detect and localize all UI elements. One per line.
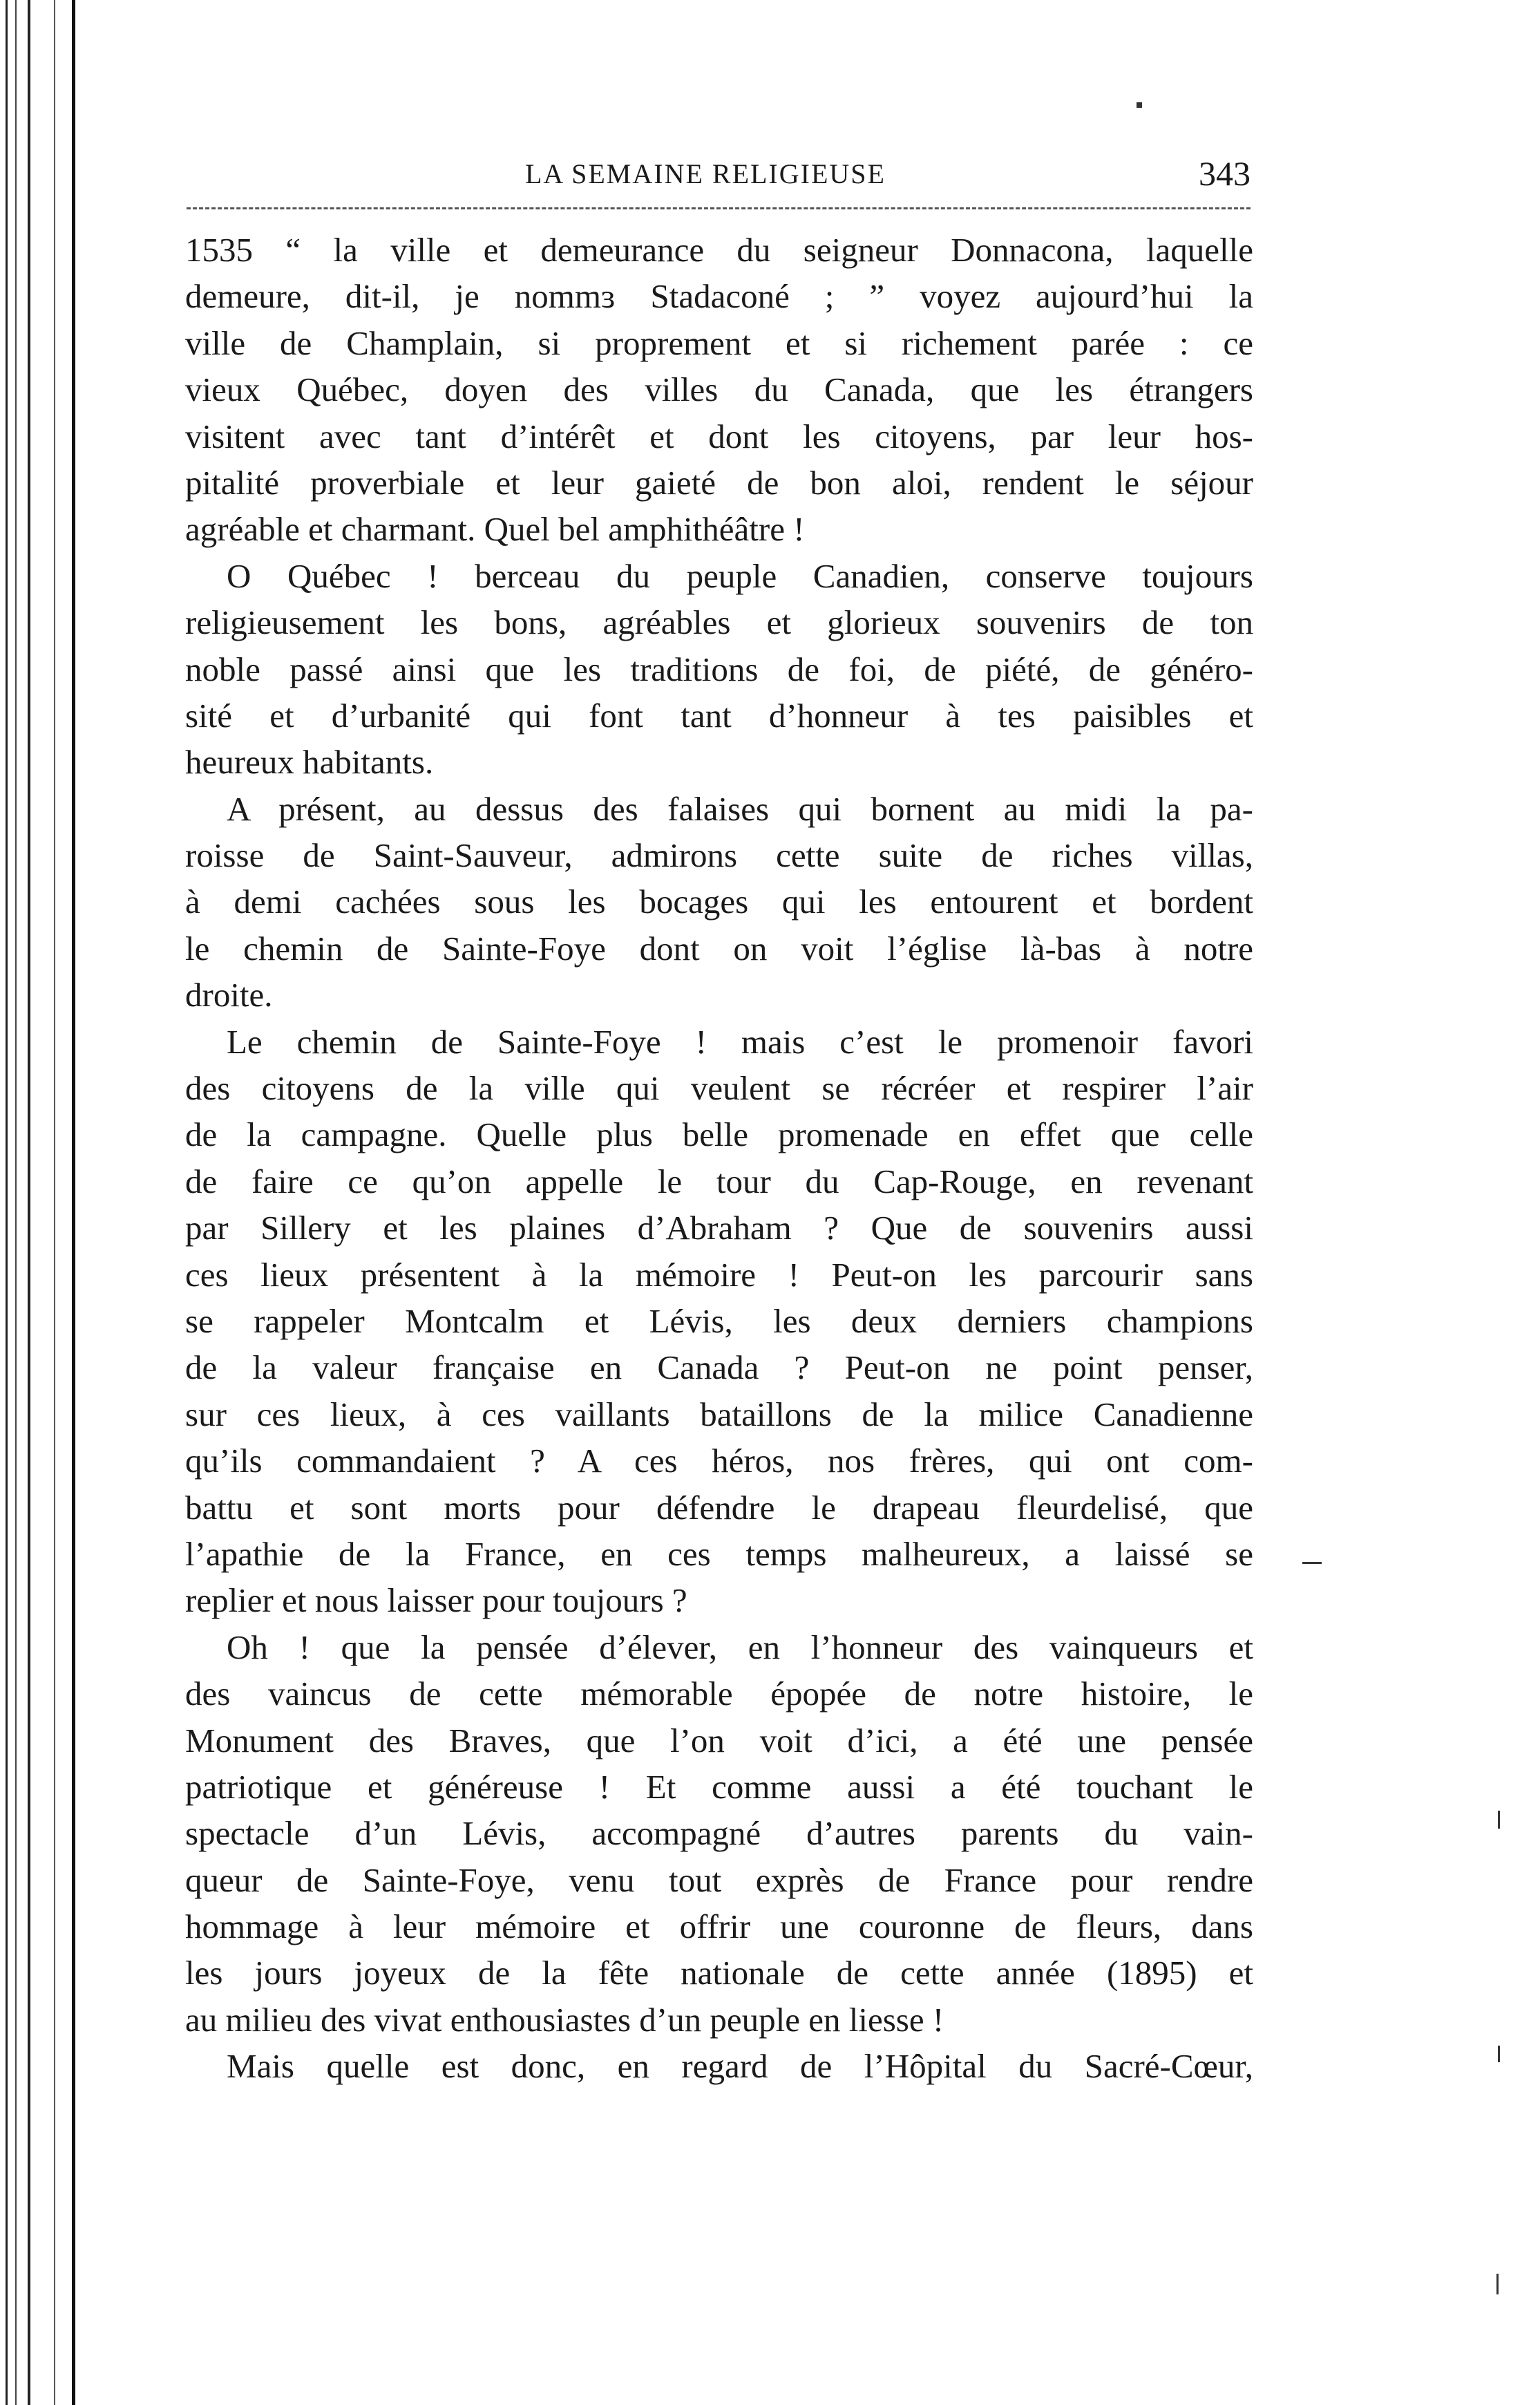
text-line: de la valeur française en Canada ? Peut-on ne point penser,	[185, 1348, 1253, 1387]
page-binding-edge	[0, 0, 97, 2405]
text-line: noble passé ainsi que les traditions de foi, de piété, de généro-	[185, 650, 1253, 688]
body-text	[185, 227, 1253, 2090]
text-line: Le chemin de Sainte-Foye ! mais c’est le promenoir favori	[227, 1022, 1253, 1061]
text-line: droite.	[185, 976, 273, 1015]
text-line: replier et nous laisser pour toujours ?	[185, 1581, 687, 1620]
text-line: roisse de Saint-Sauveur, admirons cette suite de riches villas,	[185, 836, 1253, 875]
text-line: Oh ! que la pensée d’élever, en l’honneur des vainqueurs et	[227, 1628, 1253, 1666]
text-line: le chemin de Sainte-Foye dont on voit l’église là-bas à notre	[185, 929, 1253, 968]
running-title: LA SEMAINE RELIGIEUSE	[525, 158, 886, 189]
margin-mark	[1498, 1811, 1500, 1829]
text-line: sité et d’urbanité qui font tant d’honneur à tes paisibles et	[185, 696, 1253, 735]
text-line: patriotique et généreuse ! Et comme aussi a été touchant le	[185, 1767, 1253, 1806]
margin-mark	[1137, 102, 1142, 108]
text-line: l’apathie de la France, en ces temps malheureux, a laissé se	[185, 1534, 1253, 1573]
text-line: ville de Champlain, si proprement et si richement parée : ce	[185, 323, 1253, 362]
text-line: pitalité proverbiale et leur gaieté de bon aloi, rendent le séjour	[185, 463, 1253, 502]
header-rule	[187, 207, 1251, 209]
text-line: Monument des Braves, que l’on voit d’ici, a été une pensée	[185, 1721, 1253, 1760]
margin-mark	[1496, 2274, 1499, 2294]
margin-mark	[1498, 2046, 1500, 2062]
text-line: des citoyens de la ville qui veulent se récréer et respirer l’air	[185, 1069, 1253, 1108]
text-line: 1535 “ la ville et demeurance du seigneur Donnacona, laquelle	[185, 231, 1253, 269]
text-line: au milieu des vivat enthousiastes d’un peuple en liesse !	[185, 2000, 944, 2039]
text-line: hommage à leur mémoire et offrir une couronne de fleurs, dans	[185, 1907, 1253, 1946]
text-line: ces lieux présentent à la mémoire ! Peut-on les parcourir sans	[185, 1255, 1253, 1294]
text-line: religieusement les bons, agréables et glorieux souvenirs de ton	[185, 603, 1253, 642]
text-line: heureux habitants.	[185, 743, 434, 782]
page-number: 343	[1199, 154, 1251, 193]
text-line: demeure, dit-il, je nommɜ Stadaconé ; ” voyez aujourd’hui la	[185, 277, 1253, 316]
text-line: O Québec ! berceau du peuple Canadien, conserve toujours	[227, 556, 1253, 595]
text-line: des vaincus de cette mémorable épopée de notre histoire, le	[185, 1675, 1253, 1713]
text-line: de la campagne. Quelle plus belle promenade en effet que celle	[185, 1115, 1253, 1154]
text-line: agréable et charmant. Quel bel amphithéâtre !	[185, 510, 805, 549]
text-line: battu et sont morts pour défendre le drapeau fleurdelisé, que	[185, 1488, 1253, 1527]
text-line: à demi cachées sous les bocages qui les entourent et bordent	[185, 883, 1253, 921]
text-line: vieux Québec, doyen des villes du Canada, que les étrangers	[185, 370, 1253, 409]
text-line: queur de Sainte-Foye, venu tout exprès de France pour rendre	[185, 1860, 1253, 1899]
text-line: A présent, au dessus des falaises qui bornent au midi la pa-	[227, 789, 1253, 828]
text-line: visitent avec tant d’intérêt et dont les citoyens, par leur hos-	[185, 417, 1253, 455]
text-line: les jours joyeux de la fête nationale de cette année (1895) et	[185, 1954, 1253, 1992]
margin-mark	[1302, 1562, 1322, 1564]
text-line: sur ces lieux, à ces vaillants bataillons de la milice Canadienne	[185, 1395, 1253, 1433]
text-line: par Sillery et les plaines d’Abraham ? Que de souvenirs aussi	[185, 1209, 1253, 1247]
page-header	[187, 154, 1251, 206]
text-line: qu’ils commandaient ? A ces héros, nos frères, qui ont com-	[185, 1442, 1253, 1480]
text-line: Mais quelle est donc, en regard de l’Hôpital du Sacré-Cœur,	[227, 2047, 1253, 2086]
text-line: de faire ce qu’on appelle le tour du Cap-Rouge, en revenant	[185, 1162, 1253, 1200]
text-line: se rappeler Montcalm et Lévis, les deux derniers champions	[185, 1301, 1253, 1340]
text-line: spectacle d’un Lévis, accompagné d’autres parents du vain-	[185, 1814, 1253, 1853]
